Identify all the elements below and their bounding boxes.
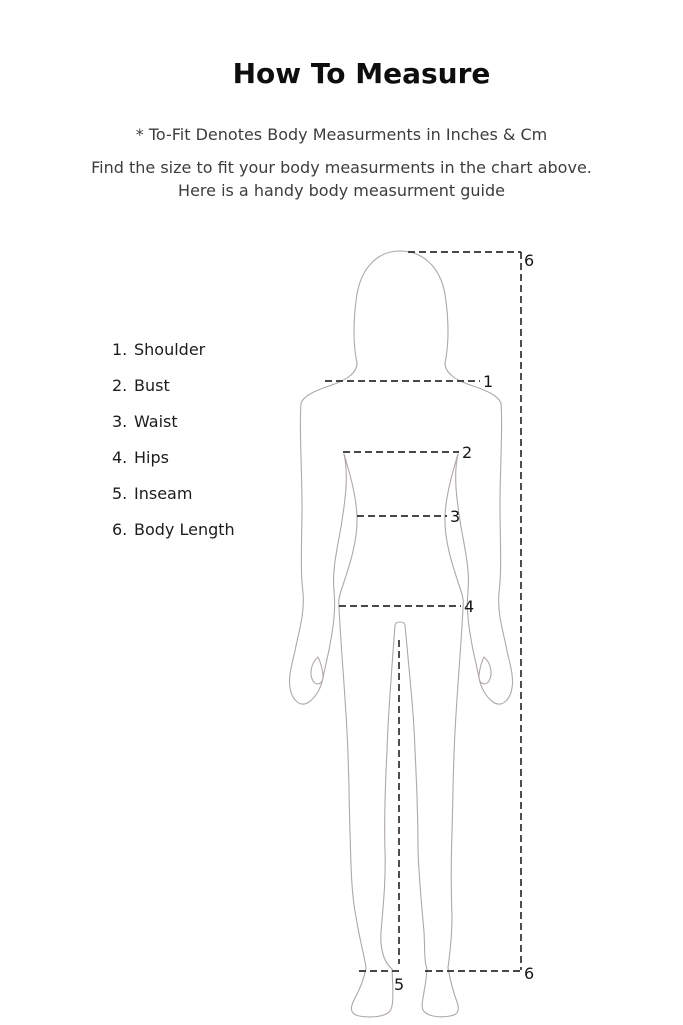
legend-item-number: 3. <box>112 412 128 431</box>
left-inner-arm-outline <box>329 454 346 650</box>
description-line-2: Here is a handy body measurment guide <box>178 181 505 200</box>
marker-waist: 3 <box>450 507 461 526</box>
marker-bust: 2 <box>462 443 473 462</box>
right-inner-leg-outline <box>405 625 427 969</box>
legend-item-number: 2. <box>112 376 128 395</box>
legend-item-label: Bust <box>134 376 170 395</box>
legend-item-label: Shoulder <box>134 340 206 359</box>
description-line-1: Find the size to fit your body measurments in the chart above. <box>91 158 592 177</box>
marker-body-length-top: 6 <box>524 251 535 270</box>
right-arm-outline <box>473 403 513 704</box>
left-inner-leg-outline <box>381 625 395 969</box>
legend-item-label: Hips <box>134 448 169 467</box>
legend-item-number: 4. <box>112 448 128 467</box>
to-fit-note: * To-Fit Denotes Body Measurments in Inches & Cm <box>135 125 548 144</box>
legend-item-label: Waist <box>134 412 178 431</box>
legend-item-label: Inseam <box>134 484 193 503</box>
marker-body-length-bottom: 6 <box>524 964 535 983</box>
legend-item-label: Body Length <box>134 520 235 539</box>
left-arm-outline <box>289 403 329 704</box>
marker-inseam: 5 <box>394 975 405 994</box>
marker-hips: 4 <box>464 597 475 616</box>
crotch-outline <box>395 622 405 625</box>
left-thumb-outline <box>311 657 323 684</box>
legend-item-number: 1. <box>112 340 128 359</box>
measurement-markers <box>394 251 534 994</box>
page-title: How To Measure <box>232 57 491 90</box>
right-thumb-outline <box>479 657 491 684</box>
body-outline-icon <box>289 251 512 1017</box>
right-torso-leg-outline <box>422 454 463 1017</box>
left-torso-leg-outline <box>339 454 393 1017</box>
legend-item-number: 6. <box>112 520 128 539</box>
legend-item-number: 5. <box>112 484 128 503</box>
right-inner-arm-outline <box>456 454 473 650</box>
measurement-lines <box>325 252 521 971</box>
marker-shoulder: 1 <box>483 372 494 391</box>
